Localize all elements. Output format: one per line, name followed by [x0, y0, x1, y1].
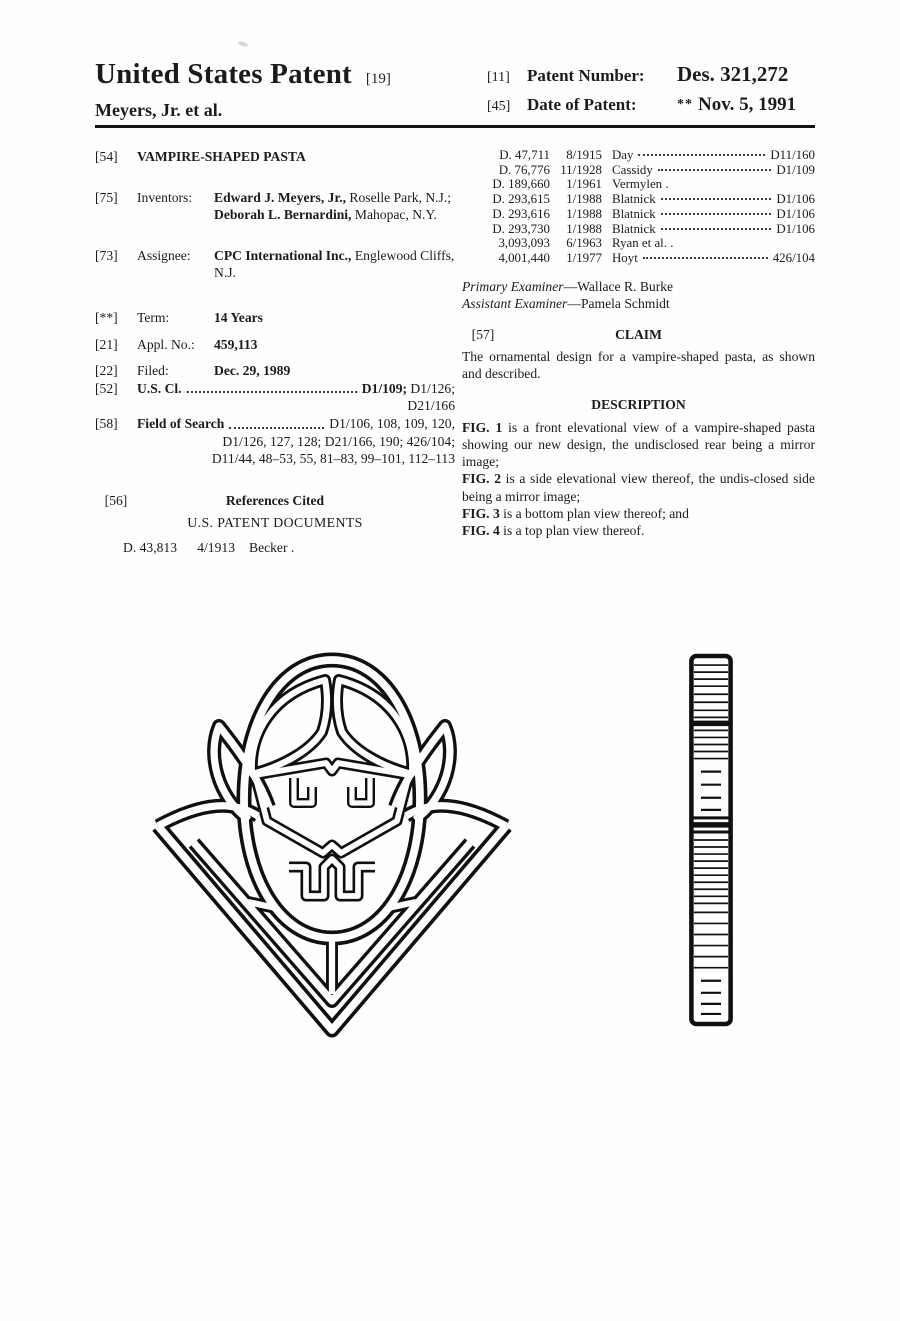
term-label: Term: — [137, 309, 170, 325]
description-item: FIG. 1 is a front elevational view of a vampire-shaped pasta showing our new design, the undisclosed rear being a mirror image; — [462, 419, 815, 470]
patent-number-label: Patent Number: — [527, 66, 645, 85]
reference-row: 3,093,093 6/1963 Ryan et al. . — [498, 236, 674, 251]
header-right — [487, 62, 817, 123]
date-text: Nov. 5, 1991 — [698, 94, 797, 115]
application-number-row — [95, 336, 455, 354]
date-value — [677, 94, 796, 116]
document-title: United States Patent — [95, 58, 352, 90]
reference-row: D. 293,616 1/1988 Blatnick D1/106 — [492, 206, 815, 221]
description-heading: DESCRIPTION — [591, 396, 686, 412]
uscl-value: U.S. Cl. D1/109; D1/126; D21/166 — [137, 380, 455, 414]
patent-number-value: Des. 321,272 — [677, 62, 789, 86]
kind-code-tag: [19] — [365, 71, 391, 87]
appl-label: Appl. No.: — [137, 336, 195, 352]
claim-heading: [57] CLAIM — [462, 326, 815, 343]
dot-leader — [187, 380, 357, 398]
field-bracket: [58] — [95, 415, 118, 431]
title-bracket: [54] — [95, 149, 118, 164]
us-patent-documents-heading: U.S. PATENT DOCUMENTS — [187, 515, 363, 531]
assignee-label: Assignee: — [137, 247, 191, 263]
header-left — [95, 58, 465, 121]
reference-row: D. 76,776 11/1928 Cassidy D1/109 — [498, 162, 815, 177]
references-column — [462, 148, 815, 539]
invention-title: VAMPIRE-SHAPED PASTA — [137, 149, 306, 164]
term-bracket: [**] — [95, 309, 118, 325]
references-cited-heading: [56] References Cited — [95, 492, 455, 510]
assignee-row — [95, 247, 455, 282]
term-extension-stars: ** — [677, 97, 693, 112]
reference-row: D. 43,813 4/1913 Becker . — [123, 539, 295, 555]
filed-row — [95, 362, 455, 380]
field-value: Field of Search D1/106, 108, 109, 120, D1/126, 127, 128; D21/166, 190; 426/104; D11/44, 48–53, 55, 81–83, 99–101, 112–113 — [137, 415, 455, 467]
filed-label: Filed: — [137, 363, 169, 379]
assignee-bracket: [73] — [95, 247, 118, 263]
reference-row: D. 293,730 1/1988 Blatnick D1/106 — [492, 221, 815, 236]
reference-row: D. 47,711 8/1915 Day D11/160 — [499, 148, 815, 162]
claim-text: The ornamental design for a vampire-shaped pasta, as shown and described. — [462, 349, 815, 382]
reference-row: D. 293,615 1/1988 Blatnick D1/106 — [492, 192, 815, 207]
assistant-examiner-line: Assistant Examiner—Pamela Schmidt — [462, 295, 670, 311]
filed-bracket: [22] — [95, 363, 118, 379]
description-item: FIG. 3 is a bottom plan view thereof; and — [462, 505, 689, 521]
inventors-bracket: [75] — [95, 189, 118, 205]
uscl-bracket: [52] — [95, 380, 118, 396]
header-divider-rule — [95, 125, 815, 128]
term-row — [95, 309, 455, 327]
figure-2-side-view — [688, 653, 734, 1027]
description-item: FIG. 2 is a side elevational view thereof, the undis-closed side being a mirror image; — [462, 471, 815, 504]
figure-1-vampire-front-view — [148, 650, 518, 1040]
inventors-row — [95, 189, 455, 224]
field-of-search-row — [95, 415, 455, 468]
refs-bracket: [56] — [104, 492, 128, 508]
appl-bracket: [21] — [95, 336, 118, 352]
term-value: 14 Years — [214, 309, 263, 325]
scan-artifact — [238, 41, 249, 48]
reference-row: D. 189,660 1/1961 Vermylen . — [492, 177, 669, 192]
patent-number-row — [487, 62, 817, 87]
reference-row: 4,001,440 1/1977 Hoyt 426/104 — [498, 250, 815, 265]
appl-value: 459,113 — [214, 336, 258, 352]
bibliography-column — [95, 148, 455, 557]
inventors-value: Edward J. Meyers, Jr., Roselle Park, N.J.; Deborah L. Bernardini, Mahopac, N.Y. — [214, 189, 451, 223]
dot-leader — [229, 415, 324, 433]
claim-bracket: [57] — [471, 327, 495, 343]
references-list — [462, 148, 815, 266]
date-bracket: [45] — [487, 99, 511, 114]
patent-date-row — [487, 94, 817, 116]
us-class-row — [95, 380, 455, 415]
primary-examiner-line: Primary Examiner—Wallace R. Burke — [462, 278, 674, 294]
patent-authors: Meyers, Jr. et al. — [95, 100, 223, 120]
description-list — [462, 419, 815, 539]
assignee-value: CPC International Inc., Englewood Cliffs, N.J. — [214, 247, 455, 281]
date-label: Date of Patent: — [527, 95, 637, 114]
invention-title-row — [95, 148, 455, 166]
examiner-block — [462, 278, 815, 312]
inventors-label: Inventors: — [137, 189, 193, 205]
description-item: FIG. 4 is a top plan view thereof. — [462, 523, 645, 539]
filed-value: Dec. 29, 1989 — [214, 363, 291, 379]
patent-number-bracket: [11] — [487, 70, 510, 85]
